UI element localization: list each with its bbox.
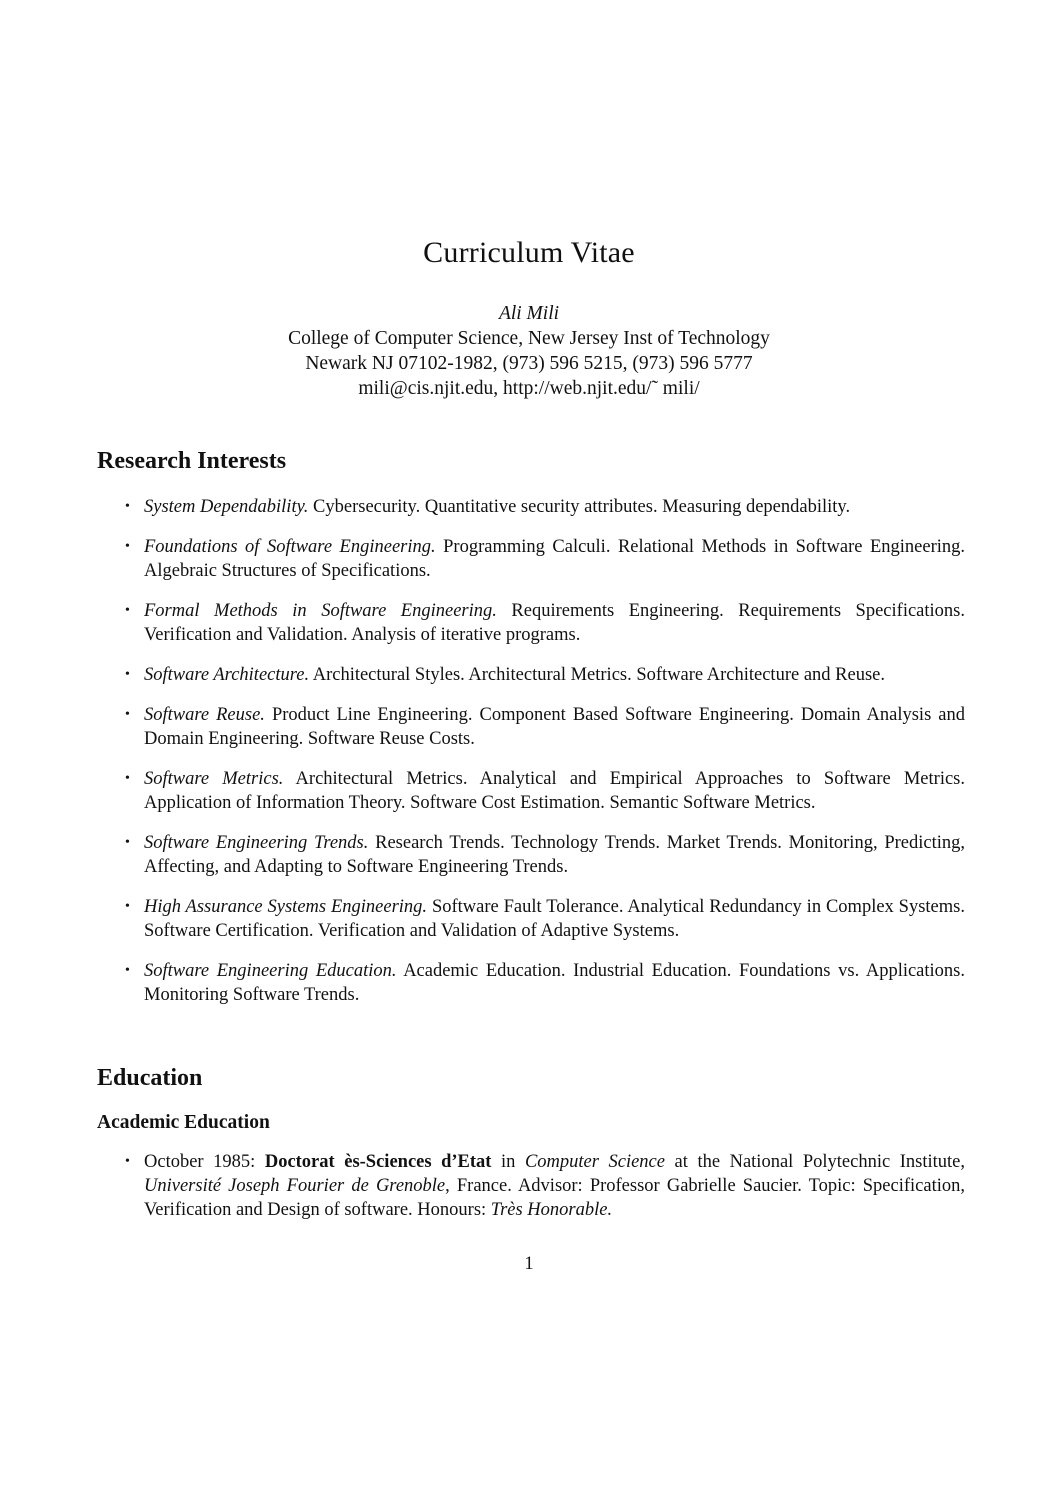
education-text: at the National Polytechnic Institute, xyxy=(665,1152,965,1172)
research-topic: Software Architecture. xyxy=(144,665,310,685)
list-item xyxy=(97,535,965,583)
document-title: Curriculum Vitae xyxy=(423,236,635,269)
research-detail: Product Line Engineering. Component Based Software Engineering. Domain Analysis and Domain Engineering. Software Reuse Costs. xyxy=(144,705,966,749)
academic-education-heading: Academic Education xyxy=(97,1112,270,1133)
research-topic: Software Reuse. xyxy=(144,705,265,725)
education-degree: Doctorat ès-Sciences d’Etat xyxy=(264,1152,492,1172)
list-item xyxy=(97,959,965,1007)
bullet-icon: • xyxy=(125,499,130,514)
research-interests-list xyxy=(97,495,965,1007)
research-topic: System Dependability. xyxy=(144,497,309,517)
education-list xyxy=(97,1150,965,1222)
list-item xyxy=(97,1150,965,1222)
bullet-icon: • xyxy=(125,707,130,722)
research-detail: Research Trends. Technology Trends. Market Trends. Monitoring, Predicting, Affecting, and Adapting to Software Engineering Trends. xyxy=(144,833,965,877)
education-text: in xyxy=(491,1152,525,1172)
bullet-icon: • xyxy=(125,835,130,850)
list-item xyxy=(97,703,965,751)
research-detail: Programming Calculi. Relational Methods in Software Engineering. Algebraic Structures of Specifications. xyxy=(144,537,965,581)
list-item xyxy=(97,663,965,687)
list-item xyxy=(97,767,965,815)
research-topic: Formal Methods in Software Engineering. xyxy=(144,601,497,621)
research-detail: Architectural Styles. Architectural Metrics. Software Architecture and Reuse. xyxy=(309,665,885,685)
research-interests-heading: Research Interests xyxy=(97,448,287,474)
research-topic: Foundations of Software Engineering. xyxy=(144,537,436,557)
research-detail: Academic Education. Industrial Education. Foundations vs. Applications. Monitoring Software Trends. xyxy=(144,961,965,1005)
education-honours: Très Honorable. xyxy=(490,1200,613,1220)
bullet-icon: • xyxy=(125,771,130,786)
bullet-icon: • xyxy=(125,963,130,978)
education-date: October 1985: xyxy=(144,1152,265,1172)
research-topic: High Assurance Systems Engineering. xyxy=(144,897,428,917)
research-detail: Software Fault Tolerance. Analytical Redundancy in Complex Systems. Software Certification. Verification and Validation of Adaptive Systems. xyxy=(144,897,965,941)
education-text: , France. Advisor: Professor Gabrielle Saucier. Topic: Specification, Verification and Design of software. Honours: xyxy=(144,1176,965,1220)
research-detail: Architectural Metrics. Analytical and Empirical Approaches to Software Metrics. Application of Information Theory. Software Cost Estimation. Semantic Software Metrics. xyxy=(144,769,965,813)
research-topic: Software Engineering Trends. xyxy=(144,833,369,853)
education-heading: Education xyxy=(97,1065,203,1091)
author-name: Ali Mili xyxy=(498,303,560,324)
bullet-icon: • xyxy=(125,1154,130,1169)
author-affiliation: College of Computer Science, New Jersey Inst of Technology xyxy=(288,328,770,349)
education-university: Université Joseph Fourier de Grenoble xyxy=(144,1176,446,1196)
research-topic: Software Engineering Education. xyxy=(144,961,397,981)
bullet-icon: • xyxy=(125,539,130,554)
research-detail: Cybersecurity. Quantitative security attributes. Measuring dependability. xyxy=(308,497,851,517)
bullet-icon: • xyxy=(125,667,130,682)
bullet-icon: • xyxy=(125,899,130,914)
list-item xyxy=(97,495,965,519)
education-field: Computer Science xyxy=(524,1152,665,1172)
author-address: Newark NJ 07102-1982, (973) 596 5215, (973) 596 5777 xyxy=(305,353,753,374)
page-number: 1 xyxy=(524,1254,534,1274)
bullet-icon: • xyxy=(125,603,130,618)
author-contact: mili@cis.njit.edu, http://web.njit.edu/˜ mili/ xyxy=(358,378,700,399)
research-detail: Requirements Engineering. Requirements Specifications. Verification and Validation. Analysis of iterative programs. xyxy=(144,601,965,645)
author-header xyxy=(0,301,1058,401)
list-item xyxy=(97,831,965,879)
research-topic: Software Metrics. xyxy=(144,769,284,789)
list-item xyxy=(97,599,965,647)
list-item xyxy=(97,895,965,943)
